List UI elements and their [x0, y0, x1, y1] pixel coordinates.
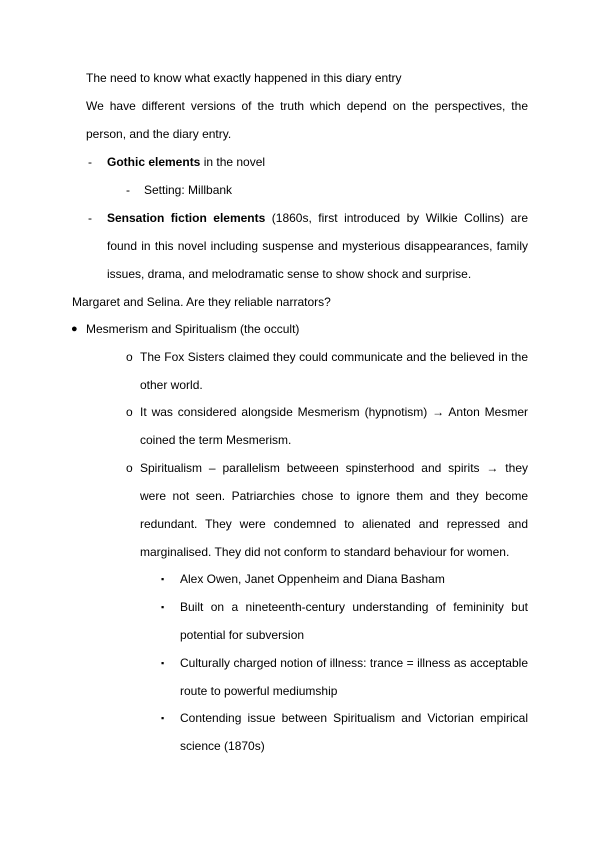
square-item: Contending issue between Spiritualism and Victorian empirical science (1870s)	[180, 711, 528, 753]
sub-item: The Fox Sisters claimed they could communicate and the believed in the other world.	[140, 350, 528, 392]
gothic-rest: in the novel	[200, 155, 266, 169]
gothic-item	[107, 155, 265, 169]
square-item: Alex Owen, Janet Oppenheim and Diana Basham	[180, 572, 445, 586]
gothic-bold: Gothic elements	[107, 155, 201, 169]
mesmerism-item: Mesmerism and Spiritualism (the occult)	[86, 322, 300, 336]
sensation-rest: (1860s, first introduced by Wilkie Collins) are found in this novel including suspense and mysterious disappearances, family issues, drama, and melodramatic sense to show shock and surprise.	[107, 211, 528, 281]
square-item: Built on a nineteenth-century understanding of femininity but potential for subversion	[180, 600, 528, 642]
sensation-bold: Sensation fiction elements	[107, 211, 266, 225]
sensation-item	[107, 204, 528, 288]
dash-marker: -	[88, 211, 92, 225]
versions-paragraph: We have different versions of the truth which depend on the perspectives, the person, and the diary entry.	[86, 99, 528, 141]
square-marker: ▪	[161, 602, 165, 612]
circle-marker: o	[126, 350, 133, 364]
sub-item: Spiritualism – parallelism betweeen spinsterhood and spirits → they were not seen. Patriarchies chose to ignore them and they become redundant. They were condemned to alienated and repressed and marginalised. They did not conform to standard behaviour for women.	[140, 461, 528, 559]
dash-marker: -	[126, 183, 130, 197]
square-marker: ▪	[161, 658, 165, 668]
square-item: Culturally charged notion of illness: trance = illness as acceptable route to powerful mediumship	[180, 656, 528, 698]
square-marker: ▪	[161, 574, 165, 584]
narrators-line: Margaret and Selina. Are they reliable narrators?	[72, 295, 331, 309]
dash-marker: -	[88, 155, 92, 169]
bullet-marker: ●	[71, 323, 78, 335]
setting-item: Setting: Millbank	[144, 183, 233, 197]
circle-marker: o	[126, 461, 133, 475]
circle-marker: o	[126, 405, 133, 419]
sub-item: It was considered alongside Mesmerism (hypnotism) → Anton Mesmer coined the term Mesmerism.	[140, 405, 528, 447]
square-marker: ▪	[161, 713, 165, 723]
intro-line: The need to know what exactly happened in this diary entry	[86, 71, 402, 85]
